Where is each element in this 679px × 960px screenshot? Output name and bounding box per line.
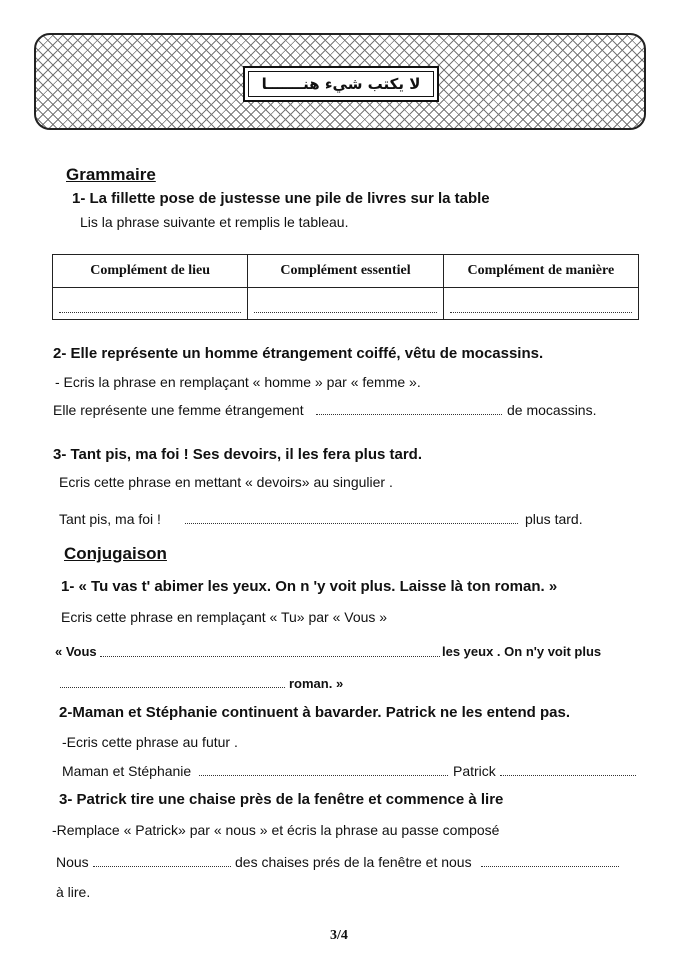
answer-line [59,312,241,313]
conjugaison-q3-answer-end: à lire. [56,884,91,900]
grammaire-q3-answer-line[interactable] [185,523,518,524]
conjugaison-q1-answer-mid: les yeux . On n'y voit plus [442,644,602,659]
answer-cell-essentiel[interactable] [248,288,443,320]
notice-text: لا يكتب شيء هنـــــــا [261,75,421,93]
conjugaison-q1-title: 1- « Tu vas t' abimer les yeux. On n 'y voit plus. Laisse là ton roman. » [61,578,558,595]
answer-cell-lieu[interactable] [53,288,248,320]
grammaire-q2-answer-start: Elle représente une femme étrangement [53,402,304,418]
conjugaison-q3-instruction: -Remplace « Patrick» par « nous » et écris la phrase au passe composé [52,822,500,838]
grammaire-q1-title: 1- La fillette pose de justesse une pile de livres sur la table [72,190,490,207]
do-not-write-notice [243,66,439,102]
conjugaison-q1-answer-line-2[interactable] [60,687,285,688]
grammaire-q3-answer-end: plus tard. [525,511,583,527]
conjugaison-q2-instruction: -Ecris cette phrase au futur . [62,734,238,750]
grammaire-q3-title: 3- Tant pis, ma foi ! Ses devoirs, il les fera plus tard. [53,446,422,463]
grammaire-q3-instruction: Ecris cette phrase en mettant « devoirs» au singulier . [59,474,393,490]
answer-cell-maniere[interactable] [443,288,638,320]
conjugaison-q2-answer-mid: Patrick [453,763,496,779]
conjugaison-q3-answer-start: Nous [56,854,89,870]
header-complement-maniere: Complément de manière [443,255,638,288]
grammaire-title: Grammaire [66,165,156,184]
header-complement-essentiel: Complément essentiel [248,255,443,288]
conjugaison-q3-answer-line-1[interactable] [93,866,231,867]
grammaire-q3-answer-start: Tant pis, ma foi ! [59,511,161,527]
conjugaison-q2-answer-start: Maman et Stéphanie [62,763,192,779]
conjugaison-q1-answer-start: « Vous [55,644,97,659]
conjugaison-q3-answer-mid: des chaises prés de la fenêtre et nous [235,854,472,870]
conjugaison-q2-title: 2-Maman et Stéphanie continuent à bavarder. Patrick ne les entend pas. [59,704,570,721]
answer-line [254,312,436,313]
answer-line [450,312,632,313]
conjugaison-q1-answer-end: roman. » [289,676,344,691]
grammaire-q2-title: 2- Elle représente un homme étrangement coiffé, vêtu de mocassins. [53,345,544,362]
conjugaison-q2-answer-line-2[interactable] [500,775,636,776]
grammaire-q2-instruction: - Ecris la phrase en remplaçant « homme » par « femme ». [55,374,421,390]
conjugaison-title: Conjugaison [64,544,167,563]
grammaire-q2-answer-line[interactable] [316,414,502,415]
header-complement-lieu: Complément de lieu [53,255,248,288]
conjugaison-q3-answer-line-2[interactable] [481,866,619,867]
grammaire-q1-instruction: Lis la phrase suivante et remplis le tableau. [80,214,349,230]
grammaire-q2-answer-end: de mocassins. [507,402,597,418]
conjugaison-q2-answer-line-1[interactable] [199,775,448,776]
page-number: 3/4 [330,928,348,943]
conjugaison-q1-answer-line-1[interactable] [100,656,440,657]
conjugaison-q3-title: 3- Patrick tire une chaise près de la fenêtre et commence à lire [59,791,504,808]
complement-table [52,254,639,320]
conjugaison-q1-instruction: Ecris cette phrase en remplaçant « Tu» par « Vous » [61,609,388,625]
